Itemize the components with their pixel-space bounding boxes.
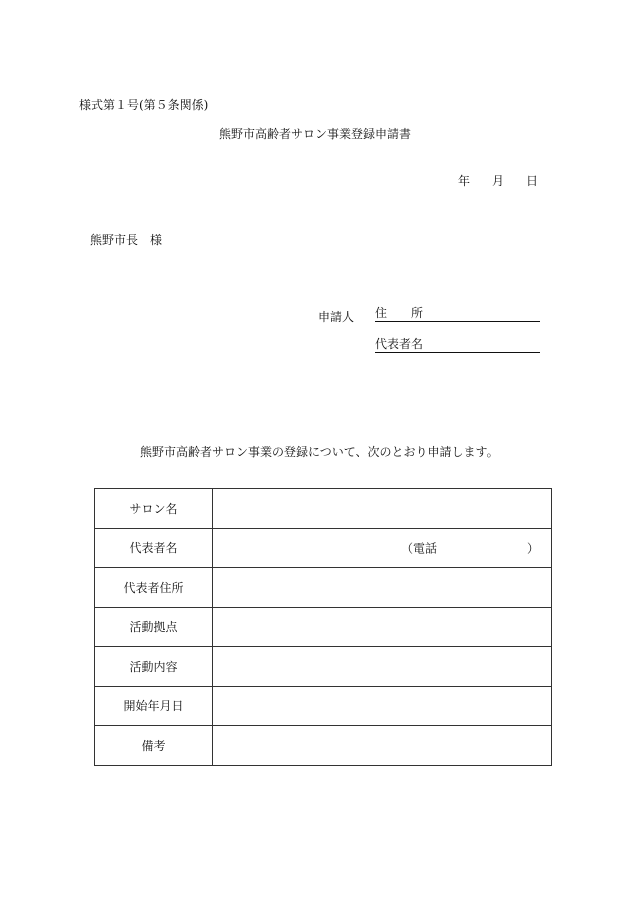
lead-text: 熊野市高齢者サロン事業の登録について、次のとおり申請します。: [140, 445, 499, 459]
table-row: [95, 568, 552, 608]
form-number: 様式第１号(第５条関係): [79, 98, 209, 112]
table-row: [95, 686, 552, 726]
date-day-label: 日: [526, 174, 539, 188]
table-row: [95, 489, 552, 529]
table-row: [95, 726, 552, 766]
activity-base-field[interactable]: [213, 607, 552, 647]
row-label-representative-name: 代表者名: [95, 528, 213, 568]
representative-address-field[interactable]: [213, 568, 552, 608]
date-month-label: 月: [492, 174, 505, 188]
applicant-label: 申請人: [318, 310, 355, 324]
date-line: [458, 172, 538, 189]
date-year-label: 年: [458, 174, 471, 188]
applicant-address-field[interactable]: [375, 306, 540, 322]
row-label-activity-base: 活動拠点: [95, 607, 213, 647]
table-row: [95, 528, 552, 568]
activity-content-field[interactable]: [213, 647, 552, 687]
applicant-representative-label: 代表者名: [375, 337, 424, 351]
remarks-field[interactable]: [213, 726, 552, 766]
addressee: 熊野市長 様: [90, 233, 163, 247]
table-row: [95, 607, 552, 647]
applicant-address-label: 住 所: [375, 306, 424, 320]
phone-close-paren: ）: [526, 541, 539, 556]
row-label-salon-name: サロン名: [95, 489, 213, 529]
phone-open-label: （電話: [401, 541, 438, 556]
applicant-representative-field[interactable]: [375, 337, 540, 353]
row-label-start-date: 開始年月日: [95, 686, 213, 726]
salon-name-field[interactable]: [213, 489, 552, 529]
document-title: 熊野市高齢者サロン事業登録申請書: [218, 127, 411, 141]
representative-name-field[interactable]: [213, 528, 552, 568]
table-row: [95, 647, 552, 687]
row-label-representative-address: 代表者住所: [95, 568, 213, 608]
application-table: [94, 488, 552, 766]
start-date-field[interactable]: [213, 686, 552, 726]
row-label-remarks: 備考: [95, 726, 213, 766]
row-label-activity-content: 活動内容: [95, 647, 213, 687]
